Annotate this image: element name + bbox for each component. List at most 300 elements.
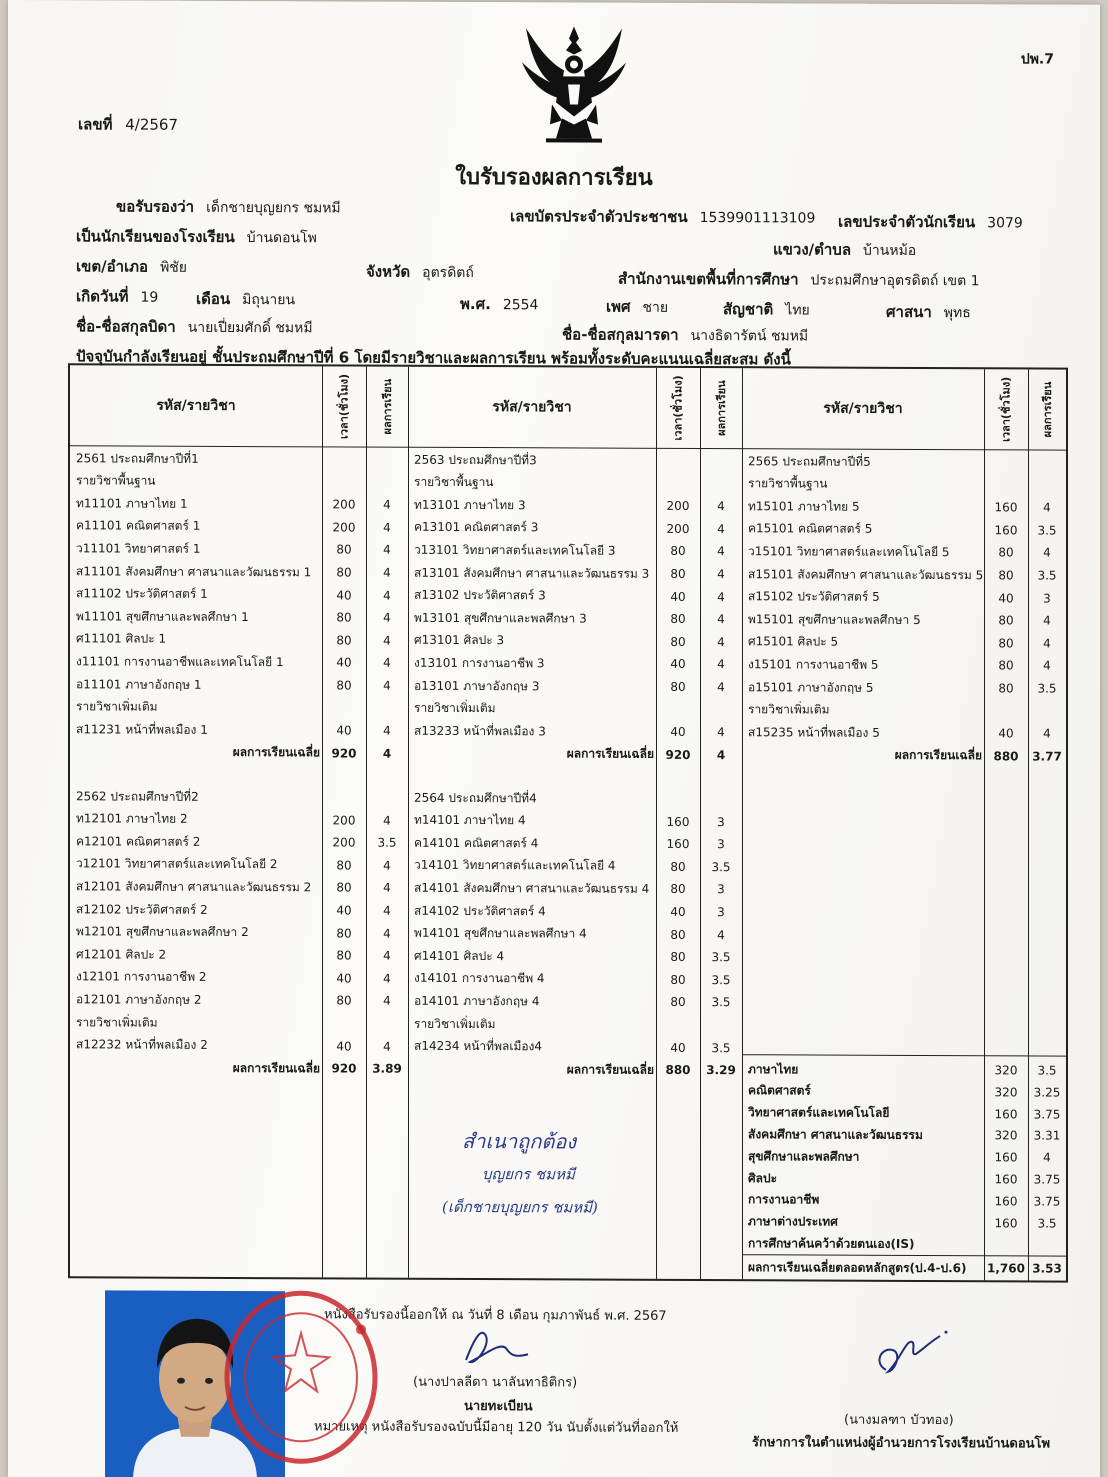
subject-grade: 4	[383, 543, 391, 558]
subject-grade	[366, 697, 408, 719]
subject-grade: 4	[383, 858, 391, 873]
subject-hours: 80	[998, 568, 1014, 583]
subject-hours: 80	[336, 610, 352, 625]
subject-name: ค11101 คณิตศาสตร์ 1	[76, 518, 201, 534]
subject-hours: 80	[670, 882, 686, 897]
nationality-field	[723, 297, 810, 321]
father-label: ชื่อ-ชื่อสกุลบิดา	[76, 317, 176, 336]
subject-name: ค15101 คณิตศาสตร์ 5	[748, 521, 873, 537]
subject-name: ส11102 ประวัติศาสตร์ 1	[76, 586, 208, 601]
subject-hours: 80	[670, 950, 686, 965]
sex-value: ชาย	[642, 299, 669, 316]
subject-grade: 4	[717, 612, 725, 627]
registrar-signature-icon	[456, 1324, 536, 1372]
average-hours: 920	[331, 746, 357, 761]
summary-subject: วิทยาศาสตร์และเทคโนโลยี	[748, 1105, 890, 1120]
average-grade: 3.89	[372, 1061, 402, 1076]
handwritten-signature: บุญยกร ชมหมี	[482, 1165, 575, 1184]
subject-hours: 80	[998, 613, 1014, 628]
subject-grade	[366, 471, 408, 493]
summary-hours: 320	[994, 1063, 1018, 1078]
subject-name: ง14101 การงานอาชีพ 4	[414, 971, 545, 986]
subject-name: พ11101 สุขศึกษาและพลศึกษา 1	[76, 608, 249, 624]
subject-name: ว14101 วิทยาศาสตร์และเทคโนโลยี 4	[414, 858, 616, 873]
subject-hours: 80	[998, 636, 1014, 651]
subject-grade: 4	[717, 927, 725, 942]
subject-name: รายวิชาเพิ่มเติม	[76, 699, 158, 714]
col-divider	[408, 367, 409, 1278]
handwritten-copy-certified: สำเนาถูกต้อง	[462, 1128, 577, 1154]
subject-hours: 80	[670, 566, 686, 581]
summary-grade: 4	[1043, 1150, 1051, 1165]
born-month-field	[196, 287, 295, 311]
subject-name: ส13102 ประวัติศาสตร์ 3	[414, 587, 546, 603]
subject-name: ส11101 สังคมศึกษา ศาสนาและวัฒนธรรม 1	[76, 563, 312, 579]
average-label: ผลการเรียนเฉลี่ย	[232, 1060, 320, 1076]
subject-grade: 4	[383, 565, 391, 580]
subject-hours: 160	[994, 500, 1018, 515]
subject-grade: 3	[717, 882, 725, 897]
summary-subject: คณิตศาสตร์	[748, 1083, 811, 1098]
subject-grade: 4	[1043, 726, 1051, 741]
header-grade-2-text: ผลการเรียน	[715, 380, 729, 436]
subject-name: ส12102 ประวัติศาสตร์ 2	[76, 901, 208, 917]
registrar-title: นายทะเบียน	[464, 1398, 533, 1415]
subject-grade: 4	[383, 903, 391, 918]
subject-hours: 80	[998, 658, 1014, 673]
subject-hours: 40	[336, 971, 352, 986]
born-day: 19	[140, 289, 159, 306]
district-field	[76, 254, 187, 278]
subject-grade: 4	[383, 723, 391, 738]
subdistrict-value: บ้านหม้อ	[863, 242, 917, 259]
born-day-field	[76, 284, 158, 308]
summary-subject: ภาษาไทย	[748, 1061, 799, 1076]
average-hours: 880	[993, 749, 1019, 764]
header-hours-1	[322, 370, 366, 442]
semester-title: 2561 ประถมศึกษาปีที่1	[76, 450, 199, 466]
registrar-name: (นางปาลลีดา นาลันทาธิติกร)	[413, 1374, 578, 1391]
subject-name: ท13101 ภาษาไทย 3	[414, 497, 526, 512]
document-number	[78, 112, 178, 136]
born-label: เกิดวันที่	[76, 287, 129, 306]
subject-hours: 40	[998, 726, 1014, 741]
subject-grade	[1028, 700, 1066, 722]
subject-grade: 4	[717, 680, 725, 695]
document-number-value: 4/2567	[125, 115, 179, 134]
average-label: ผลการเรียนเฉลี่ย	[894, 748, 982, 763]
summary-hours	[984, 1234, 1028, 1256]
subject-hours: 200	[332, 520, 356, 535]
average-hours: 880	[665, 1063, 691, 1078]
subject-grade: 3.5	[711, 859, 731, 874]
subject-name: พ12101 สุขศึกษาและพลศึกษา 2	[76, 924, 249, 940]
summary-hours: 160	[994, 1215, 1018, 1230]
header-hours-3-text: เวลา(ชั่วโมง)	[1000, 376, 1013, 442]
subject-name: พ14101 สุขศึกษาและพลศึกษา 4	[414, 925, 587, 941]
subject-hours: 40	[670, 657, 686, 672]
header-grade-1	[366, 371, 408, 443]
document-number-label: เลขที่	[78, 115, 113, 134]
garuda-emblem-icon	[516, 20, 632, 147]
mother-label: ชื่อ-ชื่อสกุลมารดา	[562, 325, 679, 344]
subject-name: ง15101 การงานอาชีพ 5	[748, 657, 879, 672]
district-label: เขต/อำเภอ	[76, 257, 149, 276]
subject-name: รายวิชาพื้นฐาน	[414, 474, 494, 490]
subject-name: ง13101 การงานอาชีพ 3	[414, 655, 545, 671]
subject-name: ส15101 สังคมศึกษา ศาสนาและวัฒนธรรม 5	[748, 566, 984, 582]
average-hours: 920	[331, 1061, 357, 1076]
subject-grade: 4	[717, 725, 725, 740]
subject-hours: 200	[666, 521, 690, 536]
subject-name: ว13101 วิทยาศาสตร์และเทคโนโลยี 3	[414, 542, 616, 558]
director-signature-icon	[866, 1320, 956, 1382]
subject-name: ท15101 ภาษาไทย 5	[748, 498, 860, 514]
religion-label: ศาสนา	[886, 302, 932, 322]
subject-hours: 40	[336, 723, 352, 738]
subject-hours: 200	[332, 835, 356, 850]
summary-grade: 3.75	[1033, 1194, 1061, 1209]
subject-hours: 40	[336, 588, 352, 603]
subject-grade: 3.5	[1037, 523, 1057, 538]
subject-grade: 4	[1043, 658, 1051, 673]
summary-subject: การศึกษาค้นคว้าด้วยตนเอง(IS)	[748, 1236, 915, 1251]
subject-grade: 4	[1043, 613, 1051, 628]
mother-value: นางธิดารัตน์ ชมหมี	[690, 327, 809, 345]
form-code: ปพ.7	[1020, 51, 1054, 68]
subject-name: ง11101 การงานอาชีพและเทคโนโลยี 1	[76, 654, 284, 670]
subject-hours	[656, 1014, 700, 1036]
subject-hours: 40	[670, 725, 686, 740]
subject-grade: 4	[1043, 545, 1051, 560]
subject-grade: 3	[717, 905, 725, 920]
subject-name: รายวิชาเพิ่มเติม	[76, 1014, 158, 1030]
summary-hours: 160	[994, 1172, 1018, 1187]
summary-hours: 160	[994, 1150, 1018, 1165]
subject-name: ว11101 วิทยาศาสตร์ 1	[76, 541, 201, 556]
subject-name: ค13101 คณิตศาสตร์ 3	[414, 520, 539, 535]
nationality-label: สัญชาติ	[723, 300, 774, 319]
subject-hours	[322, 697, 366, 719]
subject-hours: 40	[336, 1039, 352, 1054]
subject-name: ศ13101 ศิลปะ 3	[414, 633, 505, 648]
average-grade: 3.29	[706, 1063, 736, 1078]
subject-hours	[322, 471, 366, 493]
subject-grade: 4	[383, 520, 391, 535]
month-label: เดือน	[196, 289, 231, 308]
school-stamp-icon	[211, 1285, 381, 1476]
header-hours-1-text: เวลา(ชั่วโมง)	[338, 373, 351, 440]
id-field	[510, 204, 815, 229]
subject-grade: 3.5	[711, 972, 731, 987]
subject-grade: 4	[717, 521, 725, 536]
certify-field	[116, 194, 341, 219]
header-subject-3: รหัส/รายวิชา	[823, 400, 903, 417]
subject-name: ส13233 หน้าที่พลเมือง 3	[414, 723, 546, 739]
subject-name: ส11231 หน้าที่พลเมือง 1	[76, 721, 208, 737]
subject-grade: 3.5	[711, 1040, 731, 1055]
subject-hours: 80	[336, 926, 352, 941]
subject-hours: 80	[336, 993, 352, 1008]
id-label: เลขบัตรประจำตัวประชาชน	[510, 207, 688, 226]
id-value: 1539901113109	[699, 210, 816, 227]
subject-name: ว12101 วิทยาศาสตร์และเทคโนโลยี 2	[76, 856, 278, 872]
subject-hours	[984, 700, 1028, 722]
col-divider	[742, 368, 743, 1279]
subject-hours	[984, 474, 1028, 496]
subject-grade: 4	[383, 633, 391, 648]
subject-grade: 3.5	[1037, 568, 1057, 583]
subject-hours: 80	[336, 948, 352, 963]
average-grade: 4	[382, 746, 392, 761]
subject-name: ท11101 ภาษาไทย 1	[76, 495, 188, 511]
subject-grade	[700, 1014, 742, 1036]
semester-title: 2564 ประถมศึกษาปีที่4	[414, 790, 537, 805]
born-year: 2554	[502, 297, 539, 314]
district-value: พิชัย	[160, 259, 187, 276]
subject-name: พ15101 สุขศึกษาและพลศึกษา 5	[748, 611, 921, 627]
subject-hours: 200	[332, 813, 356, 828]
father-field	[76, 314, 313, 339]
summary-grade: 3.31	[1033, 1128, 1061, 1143]
summary-hours: 160	[994, 1106, 1018, 1121]
subject-name: ค12101 คณิตศาสตร์ 2	[76, 833, 201, 849]
born-year-field	[460, 292, 538, 316]
header-grade-1-text: ผลการเรียน	[381, 378, 395, 435]
subject-hours: 160	[666, 837, 690, 852]
subject-hours: 80	[670, 859, 686, 874]
grades-table	[68, 363, 1068, 1282]
province-label: จังหวัด	[366, 262, 411, 281]
subject-name: ส14101 สังคมศึกษา ศาสนาและวัฒนธรรม 4	[414, 880, 650, 896]
summary-divider	[742, 1054, 1066, 1056]
subject-grade	[1028, 474, 1066, 496]
subject-grade: 4	[717, 634, 725, 649]
subject-name: รายวิชาพื้นฐาน	[748, 476, 828, 491]
subject-name: ท12101 ภาษาไทย 2	[76, 811, 188, 826]
student-no-value: 3079	[987, 215, 1023, 232]
semester-title: 2563 ประถมศึกษาปีที่3	[414, 452, 537, 467]
subject-hours: 80	[336, 880, 352, 895]
subject-grade: 4	[1043, 636, 1051, 651]
province-field	[366, 260, 474, 284]
subject-name: ส14102 ประวัติศาสตร์ 4	[414, 903, 546, 918]
mother-field	[562, 322, 808, 347]
subject-grade	[700, 699, 742, 721]
subject-grade: 4	[717, 589, 725, 604]
born-month: มิถุนายน	[242, 292, 296, 309]
certify-label: ขอรับรองว่า	[116, 197, 195, 216]
subject-grade: 3	[717, 814, 725, 829]
student-name: เด็กชายบุญยกร ชมหมี	[206, 199, 341, 217]
summary-subject: ภาษาต่างประเทศ	[748, 1214, 838, 1229]
subject-name: รายวิชาพื้นฐาน	[76, 473, 156, 488]
subject-name: ส12101 สังคมศึกษา ศาสนาและวัฒนธรรม 2	[76, 879, 312, 895]
student-no-label: เลขประจำตัวนักเรียน	[838, 212, 976, 232]
issued-date: หนังสือรับรองนี้ออกให้ ณ วันที่ 8 เดือน กุมภาพันธ์ พ.ศ. 2567	[324, 1307, 667, 1324]
total-grade: 3.53	[1032, 1261, 1062, 1276]
subject-name: รายวิชาเพิ่มเติม	[414, 1016, 496, 1031]
religion-field	[886, 300, 971, 324]
religion-value: พุทธ	[943, 305, 971, 322]
subject-grade: 3.5	[377, 835, 397, 850]
header-hours-2	[656, 372, 700, 444]
total-label: ผลการเรียนเฉลี่ยตลอดหลักสูตร(ป.4-ป.6)	[748, 1259, 967, 1275]
subject-hours: 80	[336, 678, 352, 693]
total-hours: 1,760	[987, 1261, 1025, 1276]
director-name: (นางมลฑา บัวทอง)	[844, 1412, 954, 1429]
subject-grade	[366, 1013, 408, 1035]
subject-name: อ13101 ภาษาอังกฤษ 3	[414, 678, 540, 693]
summary-hours: 160	[994, 1194, 1018, 1209]
school-field	[76, 224, 317, 249]
subject-name: ส14234 หน้าที่พลเมือง4	[414, 1038, 543, 1054]
subject-grade: 4	[383, 813, 391, 828]
subject-name: ศ11101 ศิลปะ 1	[76, 631, 167, 646]
subject-hours	[656, 472, 700, 494]
office-label: สำนักงานเขตพื้นที่การศึกษา	[618, 269, 799, 289]
subject-grade: 4	[383, 948, 391, 963]
subject-grade: 4	[383, 1039, 391, 1054]
subject-grade: 3.5	[1037, 681, 1057, 696]
subject-hours: 80	[670, 634, 686, 649]
subject-grade: 4	[717, 657, 725, 672]
certificate-paper	[8, 0, 1100, 1477]
subject-name: อ15101 ภาษาอังกฤษ 5	[748, 679, 874, 695]
subject-grade: 4	[1043, 500, 1051, 515]
subject-name: อ11101 ภาษาอังกฤษ 1	[76, 676, 202, 692]
subject-hours: 80	[336, 542, 352, 557]
father-value: นายเปี่ยมศักดิ์ ชมหมี	[187, 319, 313, 337]
subject-hours: 80	[670, 544, 686, 559]
subject-hours: 80	[998, 545, 1014, 560]
subdistrict-field	[773, 237, 916, 262]
subject-grade: 4	[383, 881, 391, 896]
summary-subject: สังคมศึกษา ศาสนาและวัฒนธรรม	[748, 1127, 923, 1142]
subject-hours: 40	[336, 903, 352, 918]
subject-hours: 200	[332, 497, 356, 512]
subject-hours	[656, 698, 700, 720]
subject-name: ศ15101 ศิลปะ 5	[748, 634, 839, 649]
average-label: ผลการเรียนเฉลี่ย	[232, 745, 320, 760]
subject-hours: 80	[670, 927, 686, 942]
summary-grade: 3.5	[1037, 1063, 1057, 1078]
subject-hours: 160	[666, 814, 690, 829]
subject-name: ส12232 หน้าที่พลเมือง 2	[76, 1037, 208, 1052]
subject-hours: 80	[336, 565, 352, 580]
subject-grade: 4	[383, 497, 391, 512]
subject-name: อ14101 ภาษาอังกฤษ 4	[414, 993, 540, 1009]
office-value: ประถมศึกษาอุตรดิตถ์ เขต 1	[810, 272, 980, 290]
subject-grade: 4	[383, 656, 391, 671]
subject-hours: 80	[670, 995, 686, 1010]
subject-hours: 40	[670, 904, 686, 919]
subject-name: อ12101 ภาษาอังกฤษ 2	[76, 992, 202, 1007]
subject-name: ส13101 สังคมศึกษา ศาสนาและวัฒนธรรม 3	[414, 565, 650, 581]
subject-grade: 3.5	[711, 995, 731, 1010]
office-field	[618, 267, 980, 293]
sex-label: เพศ	[606, 297, 631, 316]
subdistrict-label: แขวง/ตำบล	[773, 240, 852, 259]
subject-hours: 200	[666, 499, 690, 514]
average-label: ผลการเรียนเฉลี่ย	[566, 746, 654, 762]
subject-grade: 4	[383, 971, 391, 986]
school-value: บ้านดอนโพ	[246, 230, 317, 247]
year-label: พ.ศ.	[460, 294, 491, 314]
summary-grade: 3.25	[1033, 1085, 1061, 1100]
header-grade-3	[1028, 373, 1066, 445]
subject-hours: 160	[994, 523, 1018, 538]
semester-title: 2562 ประถมศึกษาปีที่2	[76, 788, 199, 804]
sex-field	[606, 295, 668, 319]
subject-grade: 4	[717, 499, 725, 514]
summary-grade	[1028, 1234, 1066, 1256]
subject-hours: 80	[670, 679, 686, 694]
subject-name: รายวิชาเพิ่มเติม	[414, 700, 496, 716]
header-hours-3	[984, 373, 1028, 445]
summary-grade: 3.75	[1033, 1107, 1061, 1122]
subject-grade	[700, 473, 742, 495]
subject-grade: 4	[383, 678, 391, 693]
subject-grade: 3	[1043, 591, 1051, 606]
subject-name: พ13101 สุขศึกษาและพลศึกษา 3	[414, 610, 587, 626]
subject-grade: 3	[717, 837, 725, 852]
header-subject-2: รหัส/รายวิชา	[492, 399, 572, 416]
header-grade-2	[700, 372, 742, 444]
subject-name: ส15102 ประวัติศาสตร์ 5	[748, 589, 880, 604]
header-hours-2-text: เวลา(ชั่วโมง)	[672, 375, 685, 441]
average-grade: 3.77	[1032, 749, 1062, 764]
summary-grade: 3.5	[1037, 1216, 1057, 1231]
subject-name: รายวิชาเพิ่มเติม	[748, 702, 830, 717]
header-subject-1: รหัส/รายวิชา	[156, 397, 236, 414]
subject-grade: 4	[383, 994, 391, 1009]
subject-hours: 80	[336, 858, 352, 873]
footer-note: หมายเหตุ หนังสือรับรองฉบับนี้มีอายุ 120 วัน นับตั้งแต่วันที่ออกให้	[314, 1419, 679, 1436]
subject-hours: 40	[670, 589, 686, 604]
summary-subject: ศิลปะ	[748, 1170, 778, 1185]
average-grade: 4	[716, 747, 726, 762]
subject-grade: 3.5	[711, 950, 731, 965]
subject-name: ศ12101 ศิลปะ 2	[76, 946, 167, 962]
header-grade-3-text: ผลการเรียน	[1041, 381, 1055, 438]
semester-title: 2565 ประถมศึกษาปีที่5	[748, 453, 871, 469]
subject-hours: 80	[336, 633, 352, 648]
status-line: ปัจจุบันกำลังเรียนอยู่ ชั้นประถมศึกษาปีที่ 6 โดยมีรายวิชาและผลการเรียน พร้อมทั้งระดับคะแนนเฉลี่ยสะสม ดังนี้	[76, 347, 791, 369]
student-no-field	[838, 210, 1023, 235]
summary-subject: สุขศึกษาและพลศึกษา	[748, 1148, 860, 1164]
handwritten-name: (เด็กชายบุญยกร ชมหมี)	[442, 1197, 598, 1217]
province-value: อุตรดิตถ์	[422, 264, 474, 282]
summary-hours: 320	[994, 1085, 1018, 1100]
summary-subject: การงานอาชีพ	[748, 1192, 820, 1207]
subject-name: ศ14101 ศิลปะ 4	[414, 948, 505, 963]
subject-hours: 40	[998, 590, 1014, 605]
summary-grade: 3.75	[1033, 1172, 1061, 1187]
subject-hours: 80	[670, 972, 686, 987]
director-title: รักษาการในตำแหน่งผู้อำนวยการโรงเรียนบ้านดอนโพ	[752, 1435, 1051, 1452]
nationality-value: ไทย	[785, 302, 810, 319]
subject-name: ส15235 หน้าที่พลเมือง 5	[748, 724, 880, 740]
subject-hours: 80	[998, 681, 1014, 696]
subject-grade: 4	[717, 544, 725, 559]
subject-hours: 40	[336, 655, 352, 670]
subject-hours: 40	[670, 1040, 686, 1055]
subject-grade: 4	[383, 926, 391, 941]
average-label: ผลการเรียนเฉลี่ย	[566, 1062, 654, 1077]
average-hours: 920	[665, 747, 691, 762]
subject-hours	[322, 1012, 366, 1034]
